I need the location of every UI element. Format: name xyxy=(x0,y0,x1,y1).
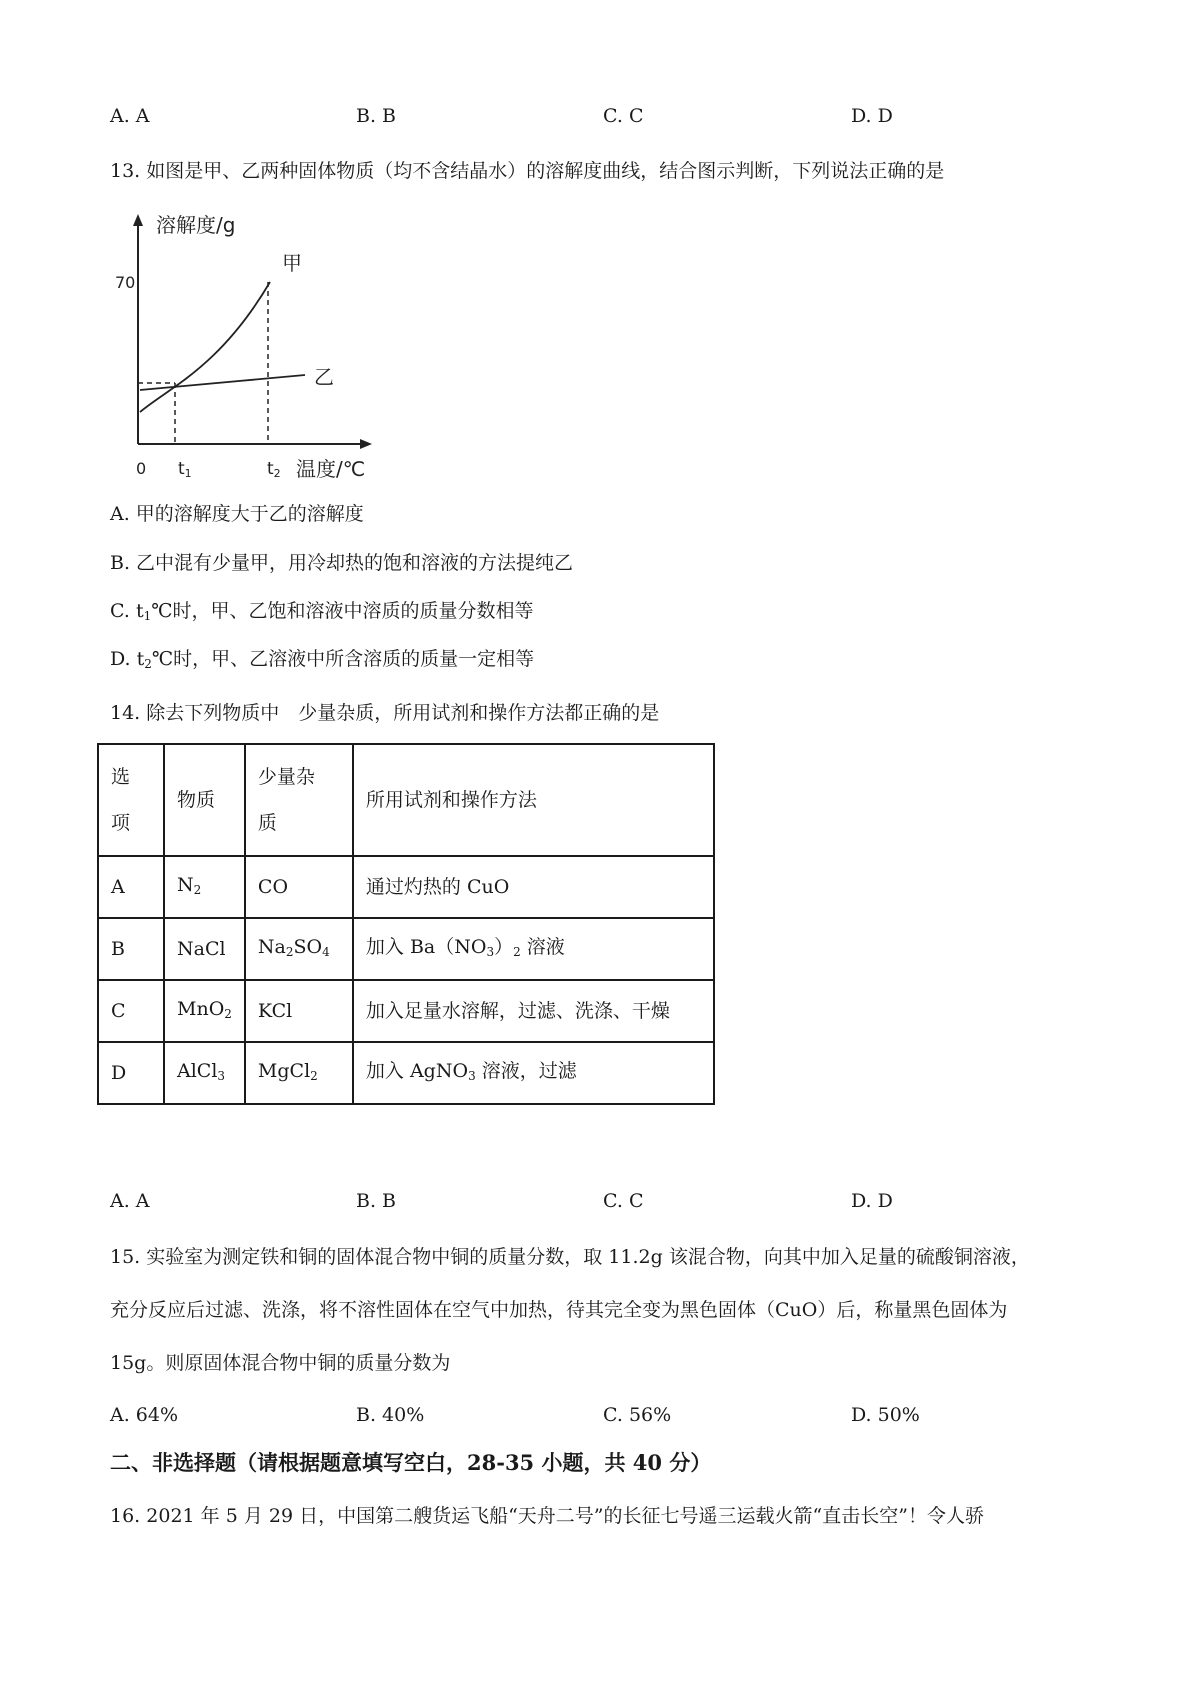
q15-option-b: B. 40% xyxy=(356,1404,425,1426)
header-option: 选 项 xyxy=(98,744,164,856)
table-row xyxy=(98,918,714,980)
row-a-substance: $N_2$ xyxy=(164,856,245,918)
row-b-substance: NaCl xyxy=(164,918,245,980)
q12-option-c: C. C xyxy=(603,105,644,127)
section-2-heading: 二、非选择题（请根据题意填写空白，28-35 小题，共 40 分） xyxy=(110,1450,712,1475)
series-label-jia: 甲 xyxy=(282,251,302,275)
x-axis-arrow xyxy=(360,439,372,449)
table-header-row xyxy=(98,744,714,856)
header-impurity: 少量杂 质 xyxy=(245,744,353,856)
q14-stem-text: 除去下列物质中 少量杂质，所用试剂和操作方法都正确的是 xyxy=(146,702,660,724)
q14-option-b: B. B xyxy=(356,1190,397,1212)
q13-option-c: C. $t_1℃$时，甲、乙饱和溶液中溶质的质量分数相等 xyxy=(110,600,534,623)
row-a-impurity: CO xyxy=(245,856,353,918)
header-method: 所用试剂和操作方法 xyxy=(353,744,714,856)
row-a-option: A xyxy=(98,856,164,918)
q15-line-2: 充分反应后过滤、洗涤，将不溶性固体在空气中加热，待其完全变为黑色固体（CuO）后，称量黑色固体为 xyxy=(110,1299,1008,1321)
y-tick-70: 70 xyxy=(115,273,136,292)
row-a-method: 通过灼热的 CuO xyxy=(353,856,714,918)
q14-stem xyxy=(110,700,659,726)
solubility-chart xyxy=(110,212,380,482)
q15-number: 15. xyxy=(110,1246,141,1268)
q16-number: 16. xyxy=(110,1505,141,1527)
row-c-option: C xyxy=(98,980,164,1042)
table-row xyxy=(98,856,714,918)
q15-option-d: D. 50% xyxy=(851,1404,920,1426)
q14-number: 14. xyxy=(110,702,141,724)
row-c-substance: MnO$_2$ xyxy=(164,980,245,1042)
row-d-option: D xyxy=(98,1042,164,1104)
table-row xyxy=(98,980,714,1042)
q15-option-a: A. 64% xyxy=(110,1404,179,1426)
q12-option-a: A. A xyxy=(110,105,150,127)
q15-option-c: C. 56% xyxy=(603,1404,672,1426)
q14-option-c: C. C xyxy=(603,1190,644,1212)
q13-stem xyxy=(110,158,944,184)
impurity-table xyxy=(97,743,715,1105)
table-row xyxy=(98,1042,714,1104)
origin-label: 0 xyxy=(136,459,147,478)
row-b-option: B xyxy=(98,918,164,980)
row-c-impurity: KCl xyxy=(245,980,353,1042)
q16-text: 16. 2021 年 5 月 29 日，中国第二艘货运飞船“天舟二号”的长征七号遥三运载火箭“直击长空”！令人骄 xyxy=(110,1505,984,1527)
q13-stem-text: 如图是甲、乙两种固体物质（均不含结晶水）的溶解度曲线，结合图示判断，下列说法正确的是 xyxy=(146,160,945,182)
q12-option-b: B. B xyxy=(356,105,397,127)
t1-label: t1 xyxy=(178,459,192,480)
q13-number: 13. xyxy=(110,160,141,182)
y-axis-arrow xyxy=(133,214,143,226)
t2-label: t2 xyxy=(267,459,281,480)
row-d-substance: AlCl$_3$ xyxy=(164,1042,245,1104)
q13-option-a: A. 甲的溶解度大于乙的溶解度 xyxy=(110,503,364,525)
x-axis-label: 温度/℃ xyxy=(296,457,366,481)
q14-option-d: D. D xyxy=(851,1190,893,1212)
curve-yi xyxy=(140,375,305,390)
q15-line-3: 15g。则原固体混合物中铜的质量分数为 xyxy=(110,1352,451,1374)
row-d-method: 加入 AgNO$_3$ 溶液，过滤 xyxy=(353,1042,714,1104)
q15-line-1: 15. 实验室为测定铁和铜的固体混合物中铜的质量分数，取 11.2g 该混合物，向其中加入足量的硫酸铜溶液， xyxy=(110,1246,1030,1268)
row-b-method: 加入 $Ba(NO_3)_2$ 溶液 xyxy=(353,918,714,980)
row-b-impurity: $Na_2SO_4$ xyxy=(245,918,353,980)
series-label-yi: 乙 xyxy=(314,365,334,389)
header-substance: 物质 xyxy=(164,744,245,856)
row-c-method: 加入足量水溶解，过滤、洗涤、干燥 xyxy=(353,980,714,1042)
q12-option-d: D. D xyxy=(851,105,893,127)
q14-option-a: A. A xyxy=(110,1190,150,1212)
q13-option-d: D. $t_2℃$时，甲、乙溶液中所含溶质的质量一定相等 xyxy=(110,648,535,671)
q13-option-b: B. 乙中混有少量甲，用冷却热的饱和溶液的方法提纯乙 xyxy=(110,552,574,574)
curve-jia xyxy=(140,282,270,412)
y-axis-label: 溶解度/g xyxy=(156,213,236,237)
row-d-impurity: MgCl$_2$ xyxy=(245,1042,353,1104)
